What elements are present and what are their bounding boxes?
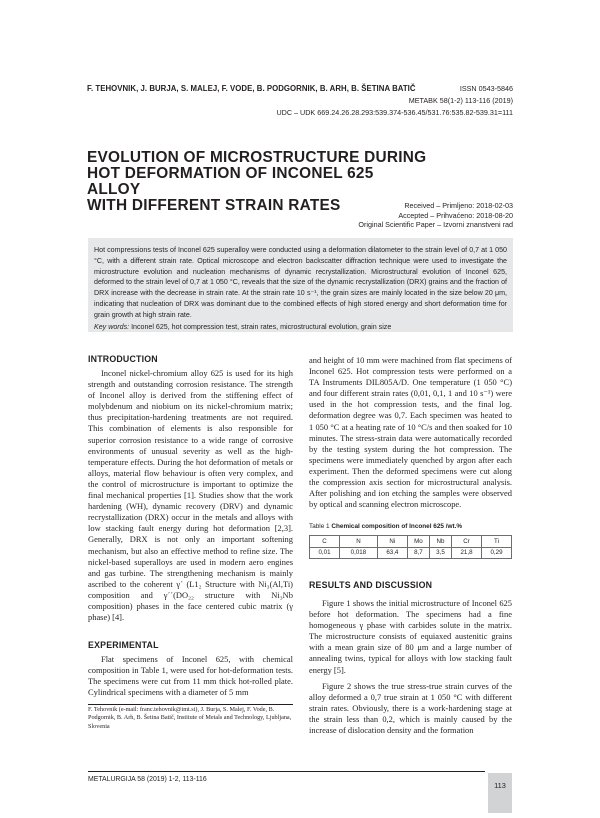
- author-footnote: F. Tehovnik (e-mail: franc.tehovnik@imt.si), J. Burja, S. Malej, F. Vode, B. Podgornik, B. Arh, B. Šetina Batič, Institute of Metals and Technology, Ljubljana, Slovenia: [88, 706, 292, 730]
- experimental-heading: EXPERIMENTAL: [88, 640, 159, 650]
- table-cell: 0,018: [339, 547, 377, 559]
- table-header-cell: Nb: [429, 536, 451, 548]
- table-header-cell: Ti: [481, 536, 511, 548]
- table-header-row: [310, 536, 512, 548]
- table-cell: 3,5: [429, 547, 451, 559]
- table-cell: 63,4: [377, 547, 407, 559]
- author-list: F. TEHOVNIK, J. BURJA, S. MALEJ, F. VODE, B. PODGORNIK, B. ARH, B. ŠETINA BATIČ: [87, 84, 416, 93]
- table1-caption: [309, 523, 462, 530]
- introduction-paragraph: Inconel nickel-chromium alloy 625 is used for its high strength and outstanding corrosion resistance. The strength of Inconel alloy is derived from the stiffening effect of molybdenum and niobium on its nickel-chromium matrix; thus precipitation-hardening treatments are not required. This combination of elements is also responsible for superior corrosion resistance to a wide range of corrosive environments of unusual severity as well as the high-temperature effects. During the hot deformation of metals or alloys, material flow behaviour is often very complex, and the control of microstructure is important to optimize the final mechanical properties [1]. Studies show that the work hardening (WH), dynamic recovery (DRV) and dynamic recrystallization (DRX) occur in the metals and alloys with low stacking fault energy during hot deformation [2,3]. Generally, DRX is not only an important softening mechanism, but also an effective method to refine size. The nickel-based superalloys are used in modern aero engines and gas turbine. The strengthening mechanism is mainly ascribed to the coherent γ´ (L1₂ Structure with Ni₃(Al,Ti) composition and γ´´(DO₂₂ structure with Ni₃Nb composition) phases in the face centered cubic matrix (γ phase) [4].: [88, 368, 293, 623]
- table-header-cell: C: [310, 536, 340, 548]
- footer-journal: METALURGIJA 58 (2019) 1-2, 113-116: [88, 776, 207, 783]
- table-cell: 21,8: [452, 547, 482, 559]
- paper-type: Original Scientific Paper – Izvorni znanstveni rad: [358, 220, 513, 230]
- table-cell: 0,29: [481, 547, 511, 559]
- table-cell: 8,7: [407, 547, 429, 559]
- title-line-1: EVOLUTION OF MICROSTRUCTURE DURING: [87, 149, 427, 166]
- table-row: [310, 547, 512, 559]
- table1-label: Table 1: [309, 523, 330, 530]
- title-line-2: HOT DEFORMATION OF INCONEL 625 ALLOY: [87, 165, 374, 198]
- experimental-continued: [309, 355, 512, 510]
- received-date: Received – Primljeno: 2018-02-03: [404, 201, 513, 210]
- introduction-section: [88, 368, 293, 623]
- results-section: [309, 598, 512, 736]
- keywords: [94, 322, 507, 333]
- table-header-cell: Mo: [407, 536, 429, 548]
- results-paragraph-2: Figure 2 shows the true stress-true strain curves of the alloy deformed a 0,7 true strain at 1 050 °C with different strain rates. Obviously, there is a work-hardening stage at the strain less than 0,2, which is mainly caused by the increase of dislocation density and the formation: [309, 680, 512, 736]
- page-number: 113: [488, 773, 512, 813]
- journal-reference: METABK 58(1-2) 113-116 (2019): [408, 96, 513, 105]
- results-paragraph-1: Figure 1 shows the initial microstructure of Inconel 625 before hot deformation. The specimens had a fine homogeneous γ phase with carbides solute in the matrix. The microstructure consists of equiaxed austenitic grains with a mean grain size of 80 μm and a large number of annealing twins, typical for alloys with low stacking fault energy [5].: [309, 598, 512, 675]
- chemical-composition-table: [309, 535, 512, 559]
- footer-rule: [88, 771, 485, 772]
- experimental-continued-paragraph: and height of 10 mm were machined from flat specimens of Inconel 625. Hot compression tests were performed on a TA Instruments DIL805A/D. One temperature (1 050 °C) and four different strain rates (0,01, 0,1, 1 and 10 s⁻¹) were used in the hot compression tests, and the final log. deformation degree was 0,7. Each specimen was heated to 1 050 °C at a heating rate of 10 °C/s and then soaked for 10 minutes. The stress-strain data were automatically recorded by the testing system during the hot compression. The specimens were immediately quenched by argon after each experiment. Then the deformed specimens were cut along the compression axis section for microstructural analysis. After polishing and ion etching the samples were observed by optical and scanning electron microscope.: [309, 355, 512, 510]
- keywords-label: Key words:: [94, 322, 130, 331]
- dates-block: [358, 201, 513, 230]
- experimental-paragraph: Flat specimens of Inconel 625, with chemical composition in Table 1, were used for hot-deformation tests. The specimens were cut from 11 mm thick hot-rolled plate. Cylindrical specimens with a diameter of 5 mm: [88, 654, 293, 698]
- table1-title: Chemical composition of Inconel 625 /wt.%: [329, 523, 463, 530]
- title-line-3: WITH DIFFERENT STRAIN RATES: [87, 197, 341, 214]
- table-cell: 0,01: [310, 547, 340, 559]
- abstract-box: [88, 238, 513, 332]
- udc-code: UDC – UDK 669.24.26.28.293:539.374-536.45/531.76:535.82-539.31=111: [276, 108, 513, 117]
- experimental-section: [88, 654, 293, 698]
- table-header-cell: Ni: [377, 536, 407, 548]
- results-heading: RESULTS AND DISCUSSION: [309, 580, 433, 590]
- abstract-text: Hot compressions tests of Inconel 625 superalloy were conducted using a deformation dilatometer to the strain level of 0,7 at 1 050 °C, with a different strain rate. Optical microscope and electron backscatter diffraction technique were used to investigate the microstructure evolution and nucleation mechanisms of dynamic recrystallization. Microstructural evolution of Inconel 625, deformed to the strain level of 0,7 at 1 050 °C, reveals that the size of the dynamic recrystallization (DRX) grains and the fraction of DRX increase with the decrease in strain rate. At the strain rate 10 s⁻¹, the grain sizes are mainly located in the size below 20 μm, indicating that nucleation of DRX was dominant due to the combined effects of high stored energy and short deformation time for grain growth at high strain rate.: [94, 246, 507, 319]
- introduction-heading: INTRODUCTION: [88, 354, 158, 364]
- table-header-cell: N: [339, 536, 377, 548]
- footnote-divider: [88, 704, 293, 705]
- accepted-date: Accepted – Prihvaćeno: 2018-08-20: [398, 210, 513, 220]
- issn: ISSN 0543-5846: [459, 84, 513, 93]
- keywords-list: Inconel 625, hot compression test, strain rates, microstructural evolution, grain size: [129, 322, 392, 331]
- table-header-cell: Cr: [452, 536, 482, 548]
